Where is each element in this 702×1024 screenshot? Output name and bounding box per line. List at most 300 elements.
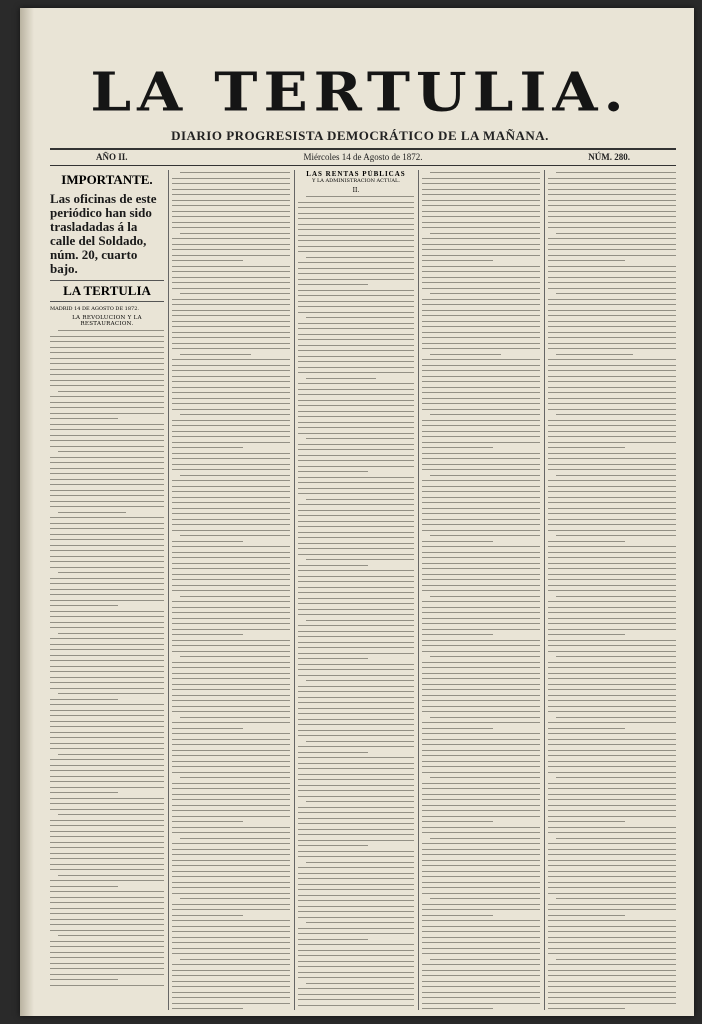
text-line	[548, 860, 676, 861]
text-line	[50, 765, 164, 766]
text-line	[298, 334, 414, 335]
text-line	[422, 288, 540, 289]
text-line	[298, 977, 414, 978]
text-line	[422, 788, 540, 789]
text-line	[422, 447, 493, 448]
text-line	[548, 183, 676, 184]
text-line	[172, 887, 290, 888]
text-line	[50, 913, 164, 914]
text-line	[172, 728, 243, 729]
text-line	[50, 919, 164, 920]
text-line	[422, 640, 540, 641]
text-line	[548, 579, 676, 580]
text-line	[548, 744, 676, 745]
text-line	[298, 526, 414, 527]
text-line	[548, 926, 676, 927]
text-line	[298, 691, 414, 692]
text-line	[548, 678, 676, 679]
text-line	[548, 700, 676, 701]
text-line	[422, 794, 540, 795]
text-line	[422, 673, 540, 674]
text-line	[298, 493, 414, 494]
text-line	[548, 458, 676, 459]
text-line	[548, 288, 676, 289]
text-line	[50, 853, 164, 854]
text-line	[422, 920, 540, 921]
text-line	[548, 194, 676, 195]
text-line	[556, 838, 676, 839]
text-line	[50, 534, 164, 535]
text-line	[50, 501, 164, 502]
text-line	[548, 464, 676, 465]
text-line	[172, 546, 290, 547]
text-line	[556, 959, 676, 960]
text-line	[50, 682, 164, 683]
text-line	[50, 605, 118, 606]
text-line	[298, 625, 414, 626]
text-line	[180, 414, 290, 415]
issue-number: NÚM. 280.	[588, 152, 630, 162]
text-line	[172, 843, 290, 844]
column-2	[172, 170, 290, 1010]
text-line	[422, 871, 540, 872]
text-line	[298, 900, 414, 901]
column-5	[548, 170, 676, 1010]
text-line	[548, 739, 676, 740]
text-line	[422, 310, 540, 311]
text-line	[172, 1003, 290, 1004]
text-line	[172, 915, 243, 916]
text-line	[172, 332, 290, 333]
text-line	[422, 634, 493, 635]
text-line	[422, 832, 540, 833]
text-line	[548, 684, 676, 685]
text-line	[422, 497, 540, 498]
text-line	[422, 975, 540, 976]
text-line	[548, 409, 676, 410]
text-line	[172, 854, 290, 855]
text-line	[172, 893, 290, 894]
text-line	[172, 178, 290, 179]
text-line	[50, 666, 164, 667]
text-line	[298, 779, 414, 780]
text-line	[298, 895, 414, 896]
text-line	[50, 902, 164, 903]
text-line	[172, 348, 290, 349]
text-line	[50, 715, 164, 716]
text-line	[172, 970, 290, 971]
text-line	[172, 942, 290, 943]
text-line	[298, 675, 414, 676]
text-line	[172, 568, 290, 569]
text-line	[556, 777, 676, 778]
text-line	[50, 770, 164, 771]
column-divider	[544, 170, 545, 1010]
text-line	[556, 354, 633, 355]
text-line	[172, 772, 290, 773]
text-line	[548, 986, 676, 987]
text-line	[430, 777, 540, 778]
text-line	[172, 876, 290, 877]
text-line	[298, 367, 414, 368]
text-line	[548, 640, 676, 641]
text-line	[298, 889, 414, 890]
text-line	[548, 326, 676, 327]
text-line	[298, 851, 414, 852]
text-line	[556, 898, 676, 899]
text-line	[172, 398, 290, 399]
text-line	[298, 356, 414, 357]
text-line	[172, 871, 290, 872]
text-line	[50, 358, 164, 359]
text-line	[172, 634, 243, 635]
text-line	[298, 631, 414, 632]
text-line	[422, 381, 540, 382]
text-line	[50, 561, 164, 562]
dateline	[50, 150, 676, 164]
text-line	[548, 788, 676, 789]
text-line	[422, 453, 540, 454]
text-line	[172, 370, 290, 371]
text-line	[298, 235, 414, 236]
text-line	[172, 557, 290, 558]
text-line	[172, 266, 290, 267]
text-line	[548, 612, 676, 613]
text-line	[548, 546, 676, 547]
text-line	[422, 843, 540, 844]
text-line	[50, 644, 164, 645]
text-line	[172, 541, 243, 542]
text-line	[298, 834, 414, 835]
text-line	[298, 697, 414, 698]
text-line	[172, 343, 290, 344]
text-line	[50, 732, 164, 733]
text-line	[58, 814, 164, 815]
text-line	[50, 836, 164, 837]
text-line	[298, 422, 414, 423]
article-title: LAS RENTAS PÚBLICAS	[306, 170, 406, 178]
text-line	[298, 774, 414, 775]
text-line	[50, 864, 164, 865]
text-line	[50, 963, 164, 964]
text-line	[50, 429, 164, 430]
text-line	[430, 233, 540, 234]
text-line	[422, 409, 540, 410]
text-line	[548, 761, 676, 762]
text-line	[422, 1008, 493, 1009]
text-line	[172, 491, 290, 492]
text-line	[556, 535, 676, 536]
text-line	[422, 909, 540, 910]
text-line	[50, 594, 164, 595]
text-line	[548, 299, 676, 300]
text-line	[422, 365, 540, 366]
text-line	[172, 579, 290, 580]
text-line	[548, 271, 676, 272]
text-line	[58, 875, 164, 876]
text-line	[50, 473, 164, 474]
text-line	[172, 211, 290, 212]
text-line	[548, 953, 676, 954]
text-line	[422, 304, 540, 305]
text-line	[422, 238, 540, 239]
text-line	[172, 200, 290, 201]
text-line	[172, 359, 290, 360]
text-line	[548, 524, 676, 525]
text-line	[172, 607, 290, 608]
text-line	[298, 262, 414, 263]
text-line	[422, 458, 540, 459]
text-line	[172, 832, 290, 833]
text-line	[50, 688, 164, 689]
text-line	[298, 224, 414, 225]
text-line	[548, 244, 676, 245]
text-line	[548, 673, 676, 674]
text-line	[172, 794, 290, 795]
text-line	[548, 425, 676, 426]
text-line	[548, 843, 676, 844]
text-line	[298, 614, 414, 615]
text-line	[422, 733, 540, 734]
text-line	[172, 948, 290, 949]
text-line	[548, 920, 676, 921]
text-line	[548, 249, 676, 250]
text-line	[548, 431, 676, 432]
text-line	[548, 728, 625, 729]
text-line	[50, 600, 164, 601]
text-line	[172, 216, 290, 217]
text-line	[422, 854, 540, 855]
text-line	[50, 435, 164, 436]
text-line	[172, 337, 290, 338]
text-line	[306, 741, 414, 742]
text-line	[548, 590, 676, 591]
text-line	[180, 596, 290, 597]
text-line	[422, 761, 540, 762]
text-line	[298, 268, 414, 269]
column-4	[422, 170, 540, 1010]
text-line	[422, 502, 540, 503]
text-line	[422, 370, 540, 371]
text-line	[298, 730, 414, 731]
text-line	[548, 568, 676, 569]
text-line	[172, 260, 243, 261]
text-line	[50, 941, 164, 942]
text-line	[172, 601, 290, 602]
text-line	[548, 992, 676, 993]
text-line	[172, 315, 290, 316]
text-line	[422, 684, 540, 685]
text-line	[422, 876, 540, 877]
text-line	[548, 623, 676, 624]
text-line	[298, 279, 414, 280]
text-line	[172, 678, 290, 679]
text-line	[180, 777, 290, 778]
text-line	[422, 783, 540, 784]
column-divider	[418, 170, 419, 1010]
text-line	[172, 799, 290, 800]
text-line	[422, 816, 540, 817]
text-line	[422, 519, 540, 520]
text-line	[50, 539, 164, 540]
text-line	[298, 427, 414, 428]
text-line	[50, 748, 164, 749]
text-line	[548, 931, 676, 932]
text-line	[298, 950, 414, 951]
text-line	[172, 282, 290, 283]
text-line	[50, 616, 164, 617]
text-line	[50, 930, 164, 931]
text-line	[422, 299, 540, 300]
text-line	[172, 629, 290, 630]
text-line	[306, 680, 414, 681]
text-line	[298, 966, 414, 967]
text-line	[422, 662, 540, 663]
text-line	[548, 909, 676, 910]
text-line	[50, 985, 164, 986]
text-line	[548, 447, 625, 448]
text-line	[50, 424, 164, 425]
text-line	[306, 983, 414, 984]
text-line	[422, 904, 540, 905]
text-line	[50, 957, 164, 958]
text-line	[298, 350, 414, 351]
text-line	[50, 567, 164, 568]
text-line	[172, 530, 290, 531]
text-line	[298, 372, 414, 373]
text-line	[422, 574, 540, 575]
text-line	[422, 282, 540, 283]
text-line	[172, 722, 290, 723]
text-line	[298, 295, 414, 296]
article-text	[422, 172, 540, 1010]
text-line	[172, 442, 290, 443]
text-line	[422, 728, 493, 729]
text-line	[298, 790, 414, 791]
text-line	[422, 513, 540, 514]
text-line	[422, 860, 540, 861]
text-line	[172, 684, 290, 685]
text-line	[422, 810, 540, 811]
text-line	[172, 431, 290, 432]
text-line	[298, 994, 414, 995]
text-line	[548, 436, 676, 437]
text-line	[422, 992, 540, 993]
text-line	[422, 651, 540, 652]
text-line	[422, 326, 540, 327]
text-line	[422, 970, 540, 971]
article-text	[298, 196, 414, 1010]
text-line	[172, 662, 290, 663]
text-line	[422, 882, 540, 883]
text-line	[556, 233, 676, 234]
text-line	[548, 865, 676, 866]
text-line	[50, 649, 164, 650]
text-line	[548, 227, 676, 228]
text-line	[50, 446, 164, 447]
text-line	[422, 200, 540, 201]
text-line	[50, 506, 164, 507]
text-line	[50, 545, 164, 546]
text-line	[422, 942, 540, 943]
text-line	[50, 924, 164, 925]
text-line	[548, 832, 676, 833]
text-line	[172, 409, 290, 410]
text-line	[422, 585, 540, 586]
text-line	[298, 301, 414, 302]
text-line	[298, 515, 414, 516]
column-1	[50, 170, 164, 1010]
text-line	[298, 746, 414, 747]
text-line	[548, 882, 676, 883]
text-line	[422, 530, 540, 531]
text-line	[422, 480, 540, 481]
text-line	[422, 964, 540, 965]
text-line	[172, 997, 290, 998]
article-part-number: II.	[352, 187, 360, 194]
text-line	[306, 257, 414, 258]
text-line	[298, 246, 414, 247]
text-line	[172, 321, 290, 322]
text-line	[298, 471, 368, 472]
text-line	[172, 310, 290, 311]
text-line	[422, 568, 540, 569]
text-line	[422, 376, 540, 377]
text-line	[422, 260, 493, 261]
text-line	[298, 488, 414, 489]
text-line	[50, 627, 164, 628]
text-line	[50, 792, 118, 793]
text-line	[172, 766, 290, 767]
text-line	[298, 394, 414, 395]
text-line	[298, 328, 414, 329]
text-line	[298, 565, 368, 566]
madrid-dateline: MADRID 14 DE AGOSTO DE 1872.	[50, 306, 139, 312]
text-line	[548, 497, 676, 498]
text-line	[172, 326, 290, 327]
text-line	[548, 629, 676, 630]
text-line	[422, 601, 540, 602]
text-line	[548, 893, 676, 894]
text-line	[172, 700, 290, 701]
text-line	[180, 354, 251, 355]
text-line	[548, 794, 676, 795]
text-line	[172, 733, 290, 734]
text-line	[172, 865, 290, 866]
text-line	[172, 981, 290, 982]
text-line	[430, 959, 540, 960]
text-line	[172, 645, 290, 646]
text-line	[172, 403, 290, 404]
text-line	[548, 205, 676, 206]
text-line	[172, 552, 290, 553]
text-line	[298, 917, 414, 918]
text-line	[50, 952, 164, 953]
text-line	[172, 706, 290, 707]
text-line	[172, 882, 290, 883]
text-line	[172, 849, 290, 850]
text-line	[298, 823, 414, 824]
text-line	[548, 304, 676, 305]
text-line	[50, 440, 164, 441]
text-line	[50, 418, 118, 419]
text-line	[306, 196, 414, 197]
text-line	[298, 532, 414, 533]
text-line	[172, 299, 290, 300]
text-line	[298, 202, 414, 203]
text-line	[172, 436, 290, 437]
text-line	[172, 420, 290, 421]
